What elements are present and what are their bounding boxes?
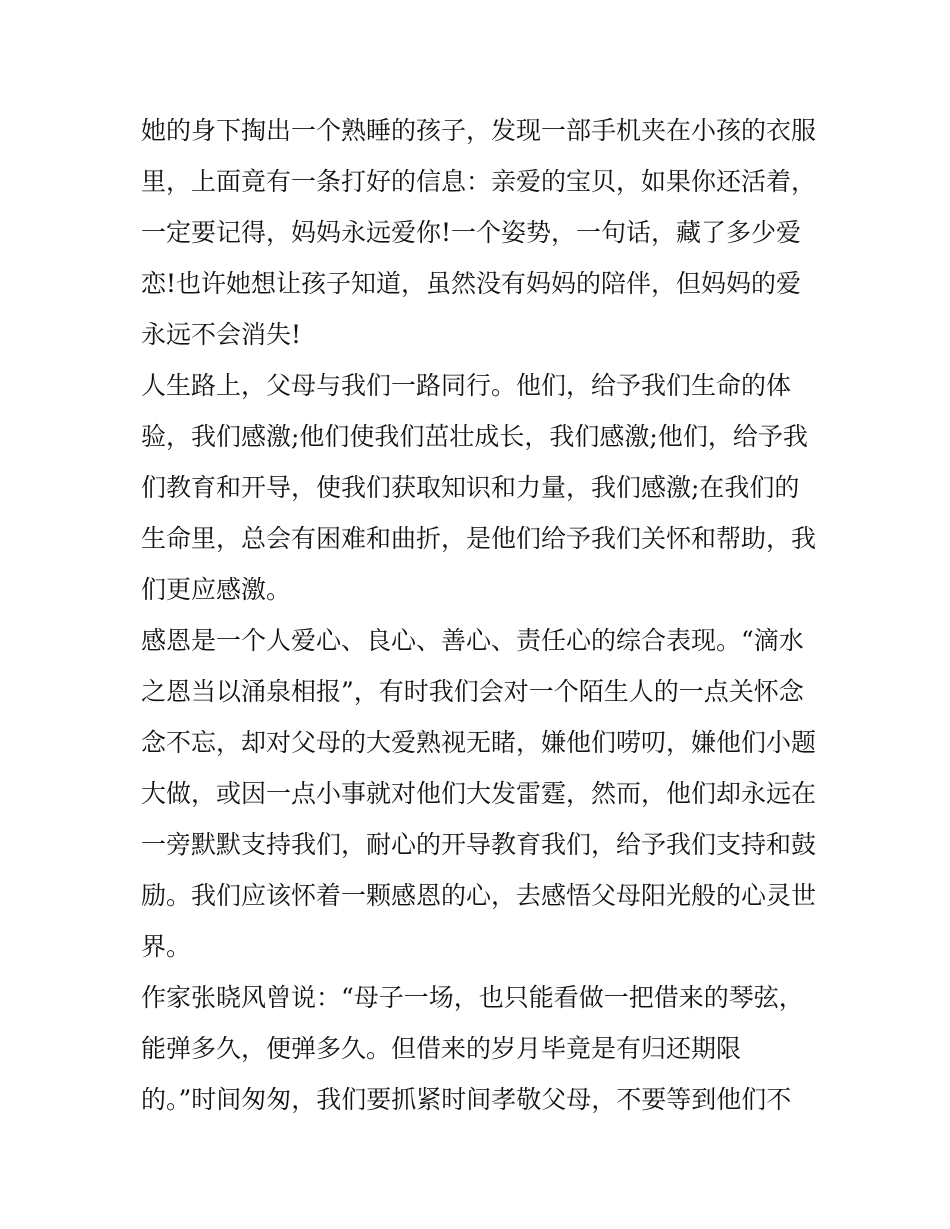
text-line: 一旁默默支持我们，耐心的开导教育我们，给予我们支持和鼓: [141, 830, 817, 859]
text-line: 验，我们感激;他们使我们茁壮成长，我们感激;他们，给予我: [141, 422, 808, 451]
text-line: 能弹多久，便弹多久。但借来的岁月毕竟是有归还期限: [141, 1034, 742, 1063]
text-line: 们更应感激。: [141, 575, 292, 604]
text-line: 的。”时间匆匆，我们要抓紧时间孝敬父母，不要等到他们不: [141, 1085, 792, 1114]
text-line: 人生路上，父母与我们一路同行。他们，给予我们生命的体: [141, 371, 792, 400]
text-line: 作家张晓风曾说：“母子一场，也只能看做一把借来的琴弦，: [141, 983, 804, 1012]
document-text: [141, 105, 821, 1125]
text-line: 恋!也许她想让孩子知道，虽然没有妈妈的陪伴，但妈妈的爱: [141, 269, 802, 298]
text-line: 感恩是一个人爱心、良心、善心、责任心的综合表现。“滴水: [141, 626, 804, 655]
text-line: 念不忘，却对父母的大爱熟视无睹，嫌他们唠叨，嫌他们小题: [141, 728, 817, 757]
text-line: 生命里，总会有困难和曲折，是他们给予我们关怀和帮助，我: [141, 524, 817, 553]
text-line: 一定要记得，妈妈永远爱你!一个姿势，一句话，藏了多少爱: [141, 218, 802, 247]
text-line: 她的身下掏出一个熟睡的孩子，发现一部手机夹在小孩的衣服: [141, 116, 817, 145]
text-line: 里，上面竟有一条打好的信息：亲爱的宝贝，如果你还活着，: [141, 167, 817, 196]
text-line: 永远不会消失!: [141, 320, 302, 349]
text-line: 之恩当以涌泉相报”，有时我们会对一个陌生人的一点关怀念: [141, 677, 804, 706]
text-line: 界。: [141, 932, 192, 961]
text-line: 励。我们应该怀着一颗感恩的心，去感悟父母阳光般的心灵世: [141, 881, 817, 910]
text-line: 大做，或因一点小事就对他们大发雷霆，然而，他们却永远在: [141, 779, 817, 808]
text-line: 们教育和开导，使我们获取知识和力量，我们感激;在我们的: [141, 473, 800, 502]
